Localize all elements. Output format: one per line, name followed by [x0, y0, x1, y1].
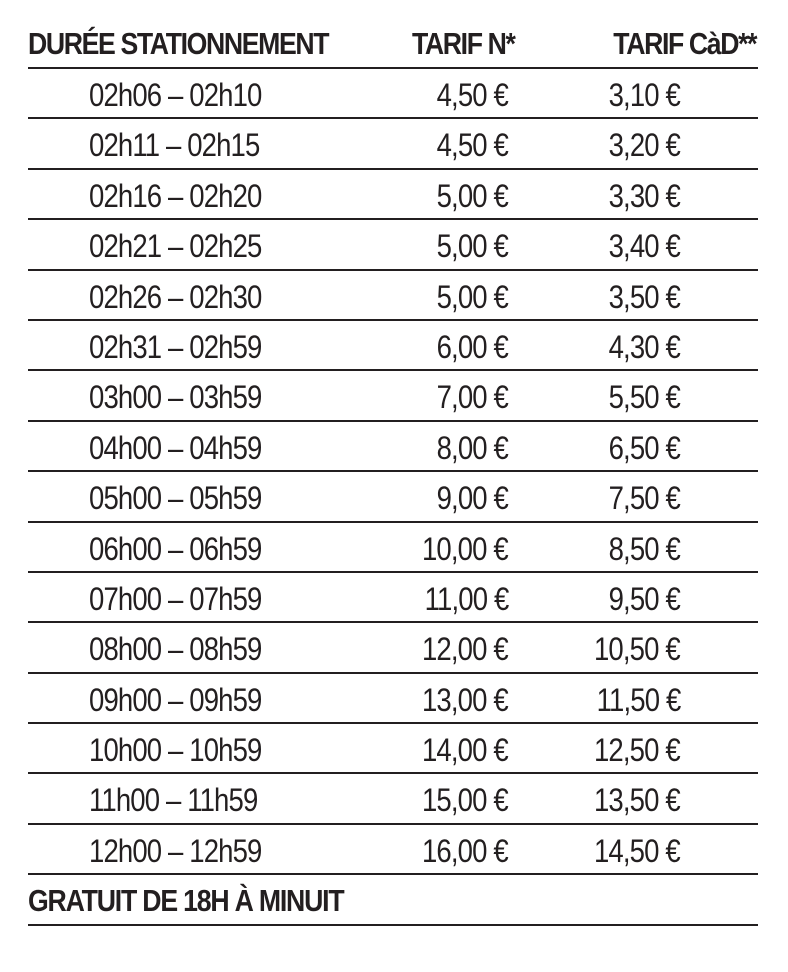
- tarif-n-cell: 13,00 €: [422, 681, 508, 718]
- tarif-cad-cell: 13,50 €: [594, 782, 680, 819]
- tarif-cad-cell: 5,50 €: [608, 379, 680, 416]
- table-row: [0, 623, 788, 673]
- duration-cell: 02h16 – 02h20: [89, 177, 262, 214]
- table-row: [0, 220, 788, 270]
- tarif-n-cell: 4,50 €: [436, 127, 508, 164]
- tarif-n-cell: 4,50 €: [436, 77, 508, 113]
- table-row: [0, 170, 788, 220]
- tarif-cad-cell: 3,50 €: [608, 278, 680, 315]
- duration-cell: 02h11 – 02h15: [89, 127, 260, 164]
- table-row: [0, 321, 788, 371]
- tarif-cad-cell: 4,30 €: [608, 328, 680, 365]
- tarif-n-cell: 9,00 €: [436, 480, 508, 517]
- duration-cell: 12h00 – 12h59: [89, 832, 262, 869]
- duration-cell: 11h00 – 11h59: [89, 782, 258, 819]
- tarif-cad-cell: 3,40 €: [608, 228, 680, 265]
- duration-cell: 04h00 – 04h59: [89, 429, 262, 466]
- table-row: [0, 69, 788, 119]
- tarif-cad-cell: 11,50 €: [596, 681, 680, 718]
- table-row: [0, 422, 788, 472]
- duration-cell: 02h26 – 02h30: [89, 278, 262, 315]
- table-row: [0, 472, 788, 522]
- tarif-n-cell: 16,00 €: [422, 832, 508, 869]
- tarif-cad-cell: 3,20 €: [608, 127, 680, 164]
- duration-cell: 08h00 – 08h59: [89, 631, 262, 668]
- duration-cell: 07h00 – 07h59: [89, 580, 262, 617]
- tarif-n-cell: 5,00 €: [436, 177, 508, 214]
- tarif-n-cell: 10,00 €: [422, 530, 508, 567]
- tarif-n-cell: 8,00 €: [436, 429, 508, 466]
- footer-note: GRATUIT DE 18H À MINUIT: [28, 883, 344, 918]
- duration-cell: 06h00 – 06h59: [89, 530, 262, 567]
- duration-cell: 09h00 – 09h59: [89, 681, 262, 718]
- tarif-n-cell: 12,00 €: [422, 631, 508, 668]
- table-row: [0, 371, 788, 421]
- duration-cell: 02h06 – 02h10: [89, 77, 262, 113]
- tarif-n-cell: 5,00 €: [436, 278, 508, 315]
- tarif-cad-cell: 3,30 €: [608, 177, 680, 214]
- header-tarif-cad: TARIF CàD**: [613, 26, 756, 61]
- duration-cell: 02h31 – 02h59: [89, 328, 262, 365]
- tarif-cad-cell: 8,50 €: [608, 530, 680, 567]
- header-duration: DURÉE STATIONNEMENT: [28, 26, 329, 61]
- table-header: [0, 22, 788, 66]
- table-row: [0, 825, 788, 875]
- table-row: [0, 119, 788, 169]
- tarif-n-cell: 11,00 €: [424, 580, 508, 617]
- tarif-n-cell: 6,00 €: [436, 328, 508, 365]
- duration-cell: 03h00 – 03h59: [89, 379, 262, 416]
- duration-cell: 02h21 – 02h25: [89, 228, 262, 265]
- tarif-n-cell: 7,00 €: [436, 379, 508, 416]
- tarif-n-cell: 14,00 €: [422, 732, 508, 769]
- footer-divider: [28, 924, 758, 926]
- header-tarif-n: TARIF N*: [412, 26, 515, 61]
- table-body: [0, 69, 788, 875]
- duration-cell: 10h00 – 10h59: [89, 732, 262, 769]
- duration-cell: 05h00 – 05h59: [89, 480, 262, 517]
- tarif-cad-cell: 7,50 €: [608, 480, 680, 517]
- tarif-cad-cell: 6,50 €: [608, 429, 680, 466]
- tarif-n-cell: 5,00 €: [436, 228, 508, 265]
- table-row: [0, 271, 788, 321]
- tarif-cad-cell: 14,50 €: [594, 832, 680, 869]
- tarif-cad-cell: 3,10 €: [608, 77, 680, 113]
- tarif-cad-cell: 10,50 €: [594, 631, 680, 668]
- table-row: [0, 724, 788, 774]
- tarif-cad-cell: 12,50 €: [594, 732, 680, 769]
- table-row: [0, 774, 788, 824]
- table-row: [0, 523, 788, 573]
- tarif-cad-cell: 9,50 €: [608, 580, 680, 617]
- tarif-n-cell: 15,00 €: [422, 782, 508, 819]
- table-row: [0, 674, 788, 724]
- table-row: [0, 573, 788, 623]
